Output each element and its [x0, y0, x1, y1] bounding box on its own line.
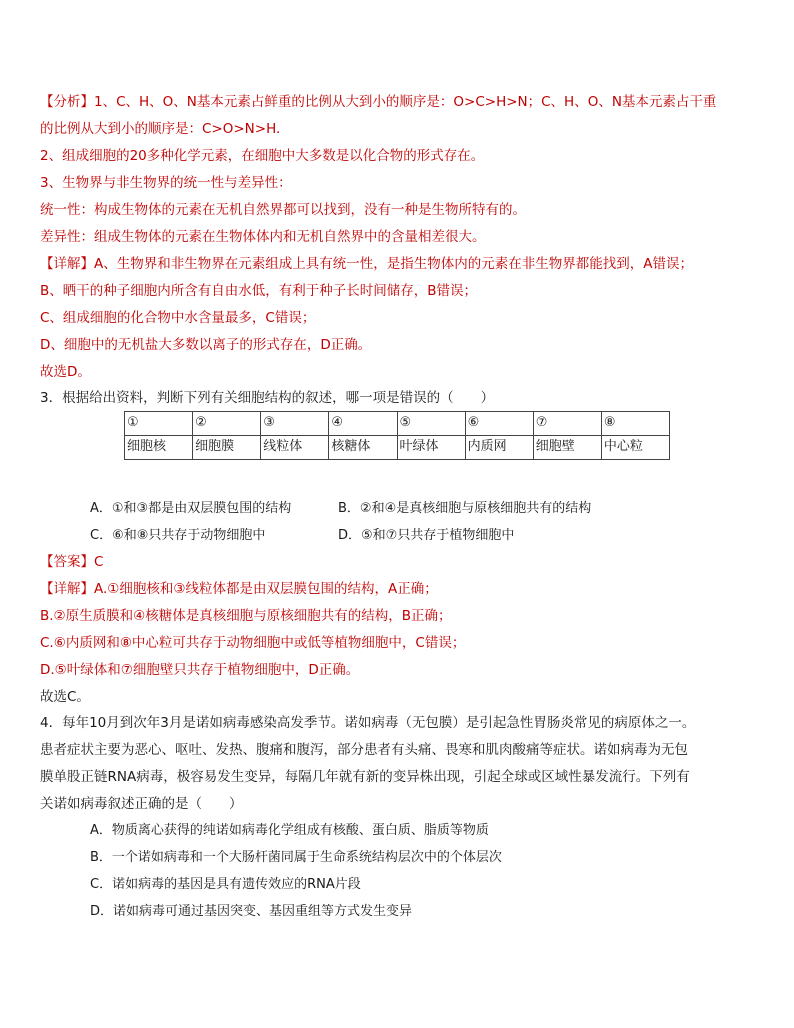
- q4-option-a: A．物质离心获得的纯诺如病毒化学组成有核酸、蛋白质、脂质等物质: [90, 823, 489, 838]
- q3-option-c: C．⑥和⑧只共存于动物细胞中: [90, 528, 266, 543]
- table-row-names: [125, 436, 670, 460]
- q3-explain-c: C.⑥内质网和⑧中心粒可共存于动物细胞中或低等植物细胞中，C错误；: [40, 635, 466, 651]
- q3-option-a: A．①和③都是由双层膜包围的结构: [90, 501, 292, 516]
- analysis-line-6: 差异性：组成生物体的元素在生物体体内和无机自然界中的含量相差很大。: [40, 229, 486, 245]
- table-cell: ③: [261, 412, 329, 436]
- q4-option-d: D．诺如病毒可通过基因突变、基因重组等方式发生变异: [90, 904, 413, 919]
- q4-stem-line-2: 患者症状主要为恶心、呕吐、发热、腹痛和腹泻，部分患者有头痛、畏寒和肌肉酸痛等症状。诺如病毒为无包: [40, 742, 688, 758]
- q3-option-d: D．⑤和⑦只共存于植物细胞中: [338, 528, 515, 543]
- table-cell: 细胞核: [125, 436, 193, 460]
- analysis-detail-c: C、组成细胞的化合物中水含量最多，C错误；: [40, 310, 316, 326]
- table-cell: ⑤: [397, 412, 465, 436]
- table-cell: 线粒体: [261, 436, 329, 460]
- table-cell: ②: [193, 412, 261, 436]
- q4-stem-line-1: 4．每年10月到次年3月是诺如病毒感染高发季节。诺如病毒（无包膜）是引起急性胃肠炎常见的病原体之一。: [40, 715, 696, 731]
- table-row-numbers: [125, 412, 670, 436]
- q4-stem-line-3: 膜单股正链RNA病毒，极容易发生变异，每隔几年就有新的变异株出现，引起全球或区域性暴发流行。下列有: [40, 769, 690, 785]
- table-cell: ⑥: [465, 412, 533, 436]
- table-cell: ④: [329, 412, 397, 436]
- table-cell: ⑦: [533, 412, 601, 436]
- q4-option-c: C．诺如病毒的基因是具有遗传效应的RNA片段: [90, 877, 361, 892]
- analysis-detail-d: D、细胞中的无机盐大多数以离子的形式存在，D正确。: [40, 337, 372, 353]
- analysis-line-4: 3、生物界与非生物界的统一性与差异性：: [40, 175, 292, 191]
- table-cell: 内质网: [465, 436, 533, 460]
- q3-option-b: B．②和④是真核细胞与原核细胞共有的结构: [338, 501, 592, 516]
- q4-option-b: B．一个诺如病毒和一个大肠杆菌同属于生命系统结构层次中的个体层次: [90, 850, 502, 865]
- analysis-line-2: 的比例从大到小的顺序是：C>O>N>H.: [40, 121, 281, 137]
- analysis-detail-b: B、晒干的种子细胞内所含有自由水低，有利于种子长时间储存，B错误；: [40, 283, 478, 299]
- analysis-detail-a: 【详解】A、生物界和非生物界在元素组成上具有统一性，是指生物体内的元素在非生物界都能找到，A错误；: [40, 256, 693, 272]
- table-cell: 细胞壁: [533, 436, 601, 460]
- analysis-choice: 故选D。: [40, 364, 91, 380]
- analysis-line-1: 【分析】1、C、H、O、N基本元素占鲜重的比例从大到小的顺序是：O>C>H>N；C、H、O、N基本元素占干重: [40, 94, 717, 110]
- table-cell: 核糖体: [329, 436, 397, 460]
- analysis-line-3: 2、组成细胞的20多种化学元素，在细胞中大多数是以化合物的形式存在。: [40, 148, 485, 164]
- q3-answer: 【答案】C: [40, 554, 104, 570]
- q3-explain-b: B.②原生质膜和④核糖体是真核细胞与原核细胞共有的结构，B正确；: [40, 608, 452, 624]
- q3-choice: 故选C。: [40, 689, 90, 705]
- table-cell: 叶绿体: [397, 436, 465, 460]
- q3-stem: 3．根据给出资料，判断下列有关细胞结构的叙述，哪一项是错误的（ ）: [40, 390, 495, 406]
- q3-explain-d: D.⑤叶绿体和⑦细胞壁只共存于植物细胞中，D正确。: [40, 662, 360, 678]
- cell-structure-table: [124, 411, 670, 460]
- table-cell: ⑧: [601, 412, 669, 436]
- q3-explain-a: 【详解】A.①细胞核和③线粒体都是由双层膜包围的结构，A正确；: [40, 581, 438, 597]
- table-cell: 中心粒: [601, 436, 669, 460]
- analysis-line-5: 统一性：构成生物体的元素在无机自然界都可以找到，没有一种是生物所特有的。: [40, 202, 526, 218]
- q4-stem-line-4: 关诺如病毒叙述正确的是（ ）: [40, 796, 243, 812]
- table-cell: ①: [125, 412, 193, 436]
- table-cell: 细胞膜: [193, 436, 261, 460]
